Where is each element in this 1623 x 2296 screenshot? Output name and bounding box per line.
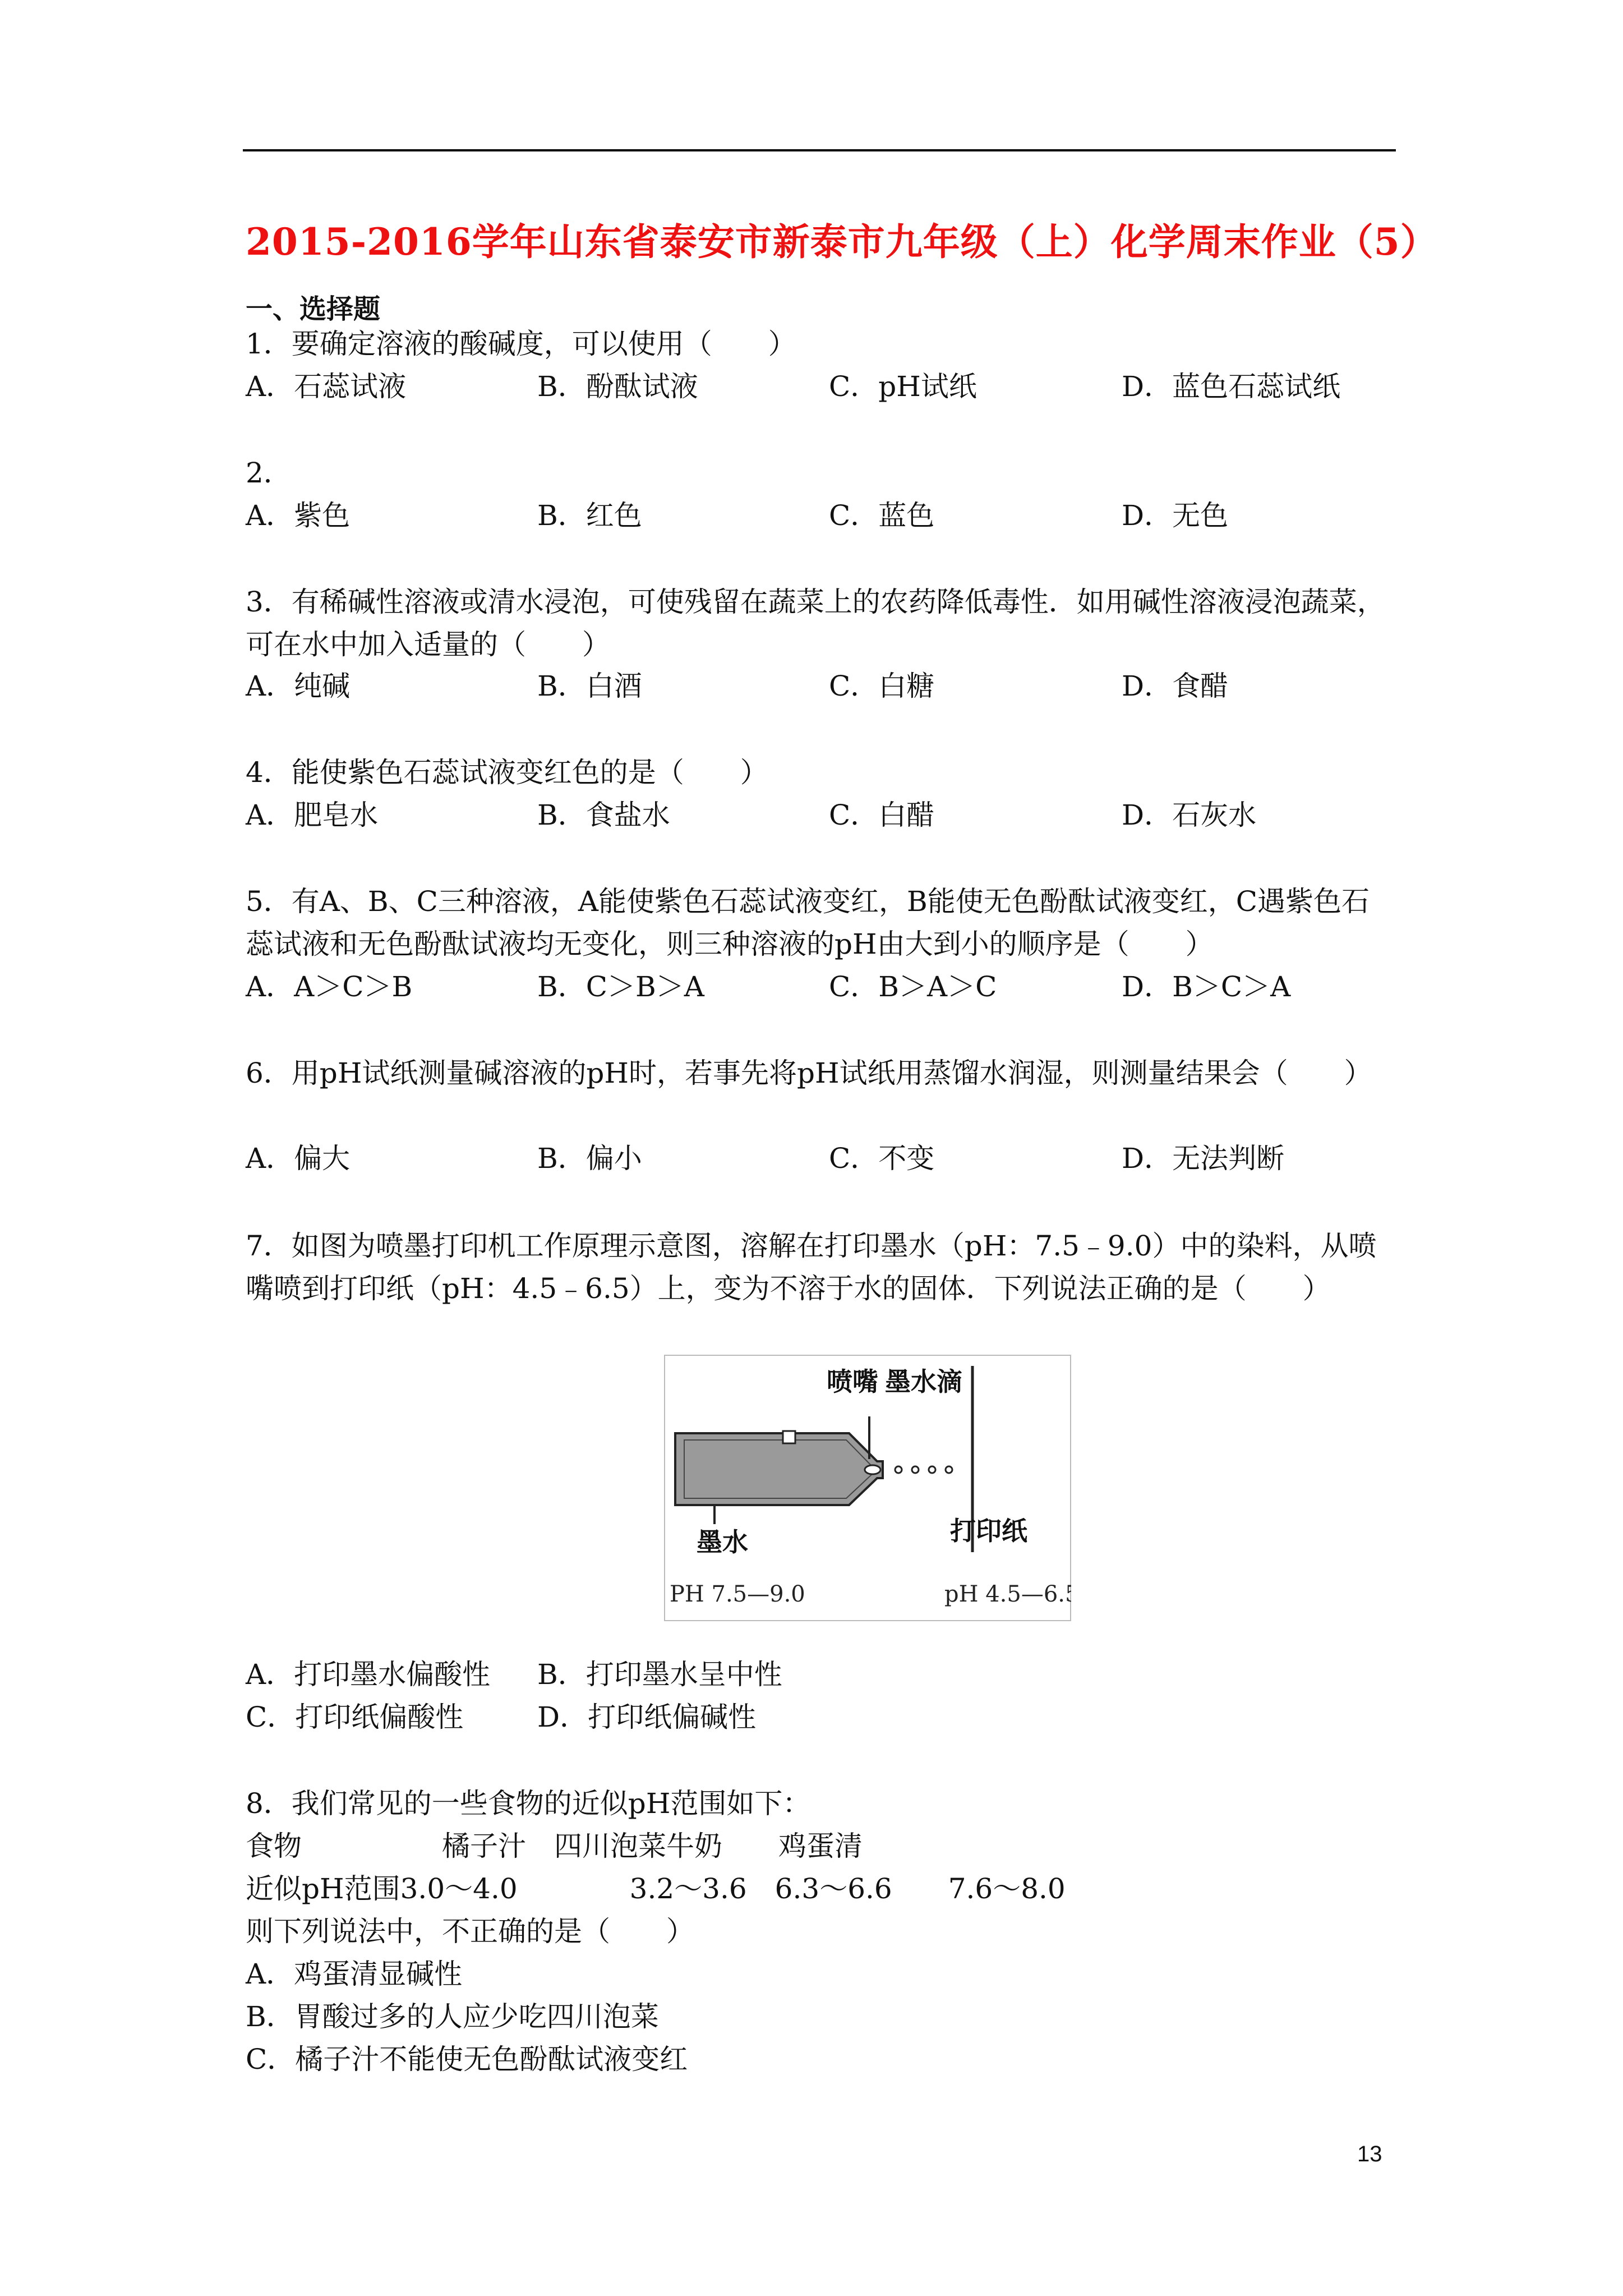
q5-option-c: C．B＞A＞C: [829, 970, 997, 1003]
q2-option-a: A．紫色: [246, 499, 351, 532]
ink-ph-label: PH 7.5—9.0: [670, 1581, 805, 1607]
ink-droplet: [929, 1466, 935, 1473]
q6-stem: 6．用pH试纸测量碱溶液的pH时，若事先将pH试纸用蒸馏水润湿，则测量结果会（ ）: [246, 1057, 1372, 1089]
q8-question: 则下列说法中，不正确的是（ ）: [246, 1915, 694, 1948]
q7-option-b: B．打印墨水呈中性: [537, 1658, 782, 1691]
paper-ph-label: pH 4.5—6.5: [944, 1581, 1071, 1607]
ink-label: 墨水: [697, 1527, 748, 1557]
q8-stem: 8．我们常见的一些食物的近似pH范围如下：: [246, 1787, 811, 1820]
q7-option-d: D．打印纸偏碱性: [537, 1701, 757, 1733]
q6-option-d: D．无法判断: [1122, 1142, 1285, 1175]
q8-table-ph-row: 近似pH范围3.0～4.0 3.2～3.6 6.3～6.6 7.6～8.0: [246, 1872, 1066, 1905]
q3-option-a: A．纯碱: [246, 670, 351, 702]
q3-option-c: C．白糖: [829, 670, 935, 702]
ink-drop-label: 墨水滴: [885, 1366, 962, 1397]
q4-option-b: B．食盐水: [537, 799, 670, 831]
q5-option-d: D．B＞C＞A: [1122, 970, 1291, 1003]
q2-option-d: D．无色: [1122, 499, 1229, 532]
header-rule: [243, 149, 1396, 151]
q1-option-a: A．石蕊试液: [246, 370, 407, 403]
ink-droplet: [895, 1466, 902, 1473]
document-title: 2015-2016学年山东省泰安市新泰市九年级（上）化学周末作业（5）: [246, 220, 1438, 264]
nozzle-label: 喷嘴: [827, 1366, 878, 1397]
q3-stem-line2: 可在水中加入适量的（ ）: [246, 628, 610, 661]
q2-option-b: B．红色: [537, 499, 642, 532]
q7-stem-line1: 7．如图为喷墨打印机工作原理示意图，溶解在打印墨水（pH：7.5﹣9.0）中的染料，从喷: [246, 1230, 1377, 1262]
q2-option-c: C．蓝色: [829, 499, 935, 532]
q1-option-b: B．酚酞试液: [537, 370, 698, 403]
page-number: 13: [1357, 2142, 1382, 2166]
inkjet-printer-diagram: [664, 1355, 1071, 1621]
q4-option-d: D．石灰水: [1122, 799, 1257, 831]
q4-option-c: C．白醋: [829, 799, 935, 831]
q8-option-c: C．橘子汁不能使无色酚酞试液变红: [246, 2043, 688, 2076]
q8-table-header: 食物 橘子汁 四川泡菜牛奶 鸡蛋清: [246, 1830, 863, 1862]
ink-droplet: [946, 1466, 952, 1473]
q8-option-b: B．胃酸过多的人应少吃四川泡菜: [246, 2000, 659, 2033]
q6-option-c: C．不变: [829, 1142, 935, 1175]
q4-stem: 4．能使紫色石蕊试液变红色的是（ ）: [246, 756, 768, 789]
q3-stem-line1: 3．有稀碱性溶液或清水浸泡，可使残留在蔬菜上的农药降低毒性．如用碱性溶液浸泡蔬菜，: [246, 586, 1385, 618]
q6-option-a: A．偏大: [246, 1142, 351, 1175]
q7-option-a: A．打印墨水偏酸性: [246, 1658, 491, 1691]
q2-stem: 2．: [246, 457, 292, 489]
q7-option-c: C．打印纸偏酸性: [246, 1701, 464, 1733]
q1-stem: 1．要确定溶液的酸碱度，可以使用（ ）: [246, 328, 796, 360]
q5-stem-line2: 蕊试液和无色酚酞试液均无变化，则三种溶液的pH由大到小的顺序是（ ）: [246, 928, 1214, 960]
q3-option-d: D．食醋: [1122, 670, 1229, 702]
q1-option-c: C．pH试纸: [829, 370, 977, 403]
q5-option-b: B．C＞B＞A: [537, 970, 704, 1003]
section-title: 一、选择题: [246, 293, 381, 325]
q1-option-d: D．蓝色石蕊试纸: [1122, 370, 1341, 403]
q5-stem-line1: 5．有A、B、C三种溶液，A能使紫色石蕊试液变红，B能使无色酚酞试液变红，C遇紫色石: [246, 885, 1370, 918]
ink-droplet: [912, 1466, 919, 1473]
q6-option-b: B．偏小: [537, 1142, 642, 1175]
q4-option-a: A．肥皂水: [246, 799, 379, 831]
paper-label: 打印纸: [950, 1516, 1027, 1546]
q7-stem-line2: 嘴喷到打印纸（pH：4.5﹣6.5）上，变为不溶于水的固体．下列说法正确的是（ ）: [246, 1272, 1331, 1305]
q3-option-b: B．白酒: [537, 670, 642, 702]
q8-option-a: A．鸡蛋清显碱性: [246, 1958, 463, 1990]
q5-option-a: A．A＞C＞B: [246, 970, 413, 1003]
